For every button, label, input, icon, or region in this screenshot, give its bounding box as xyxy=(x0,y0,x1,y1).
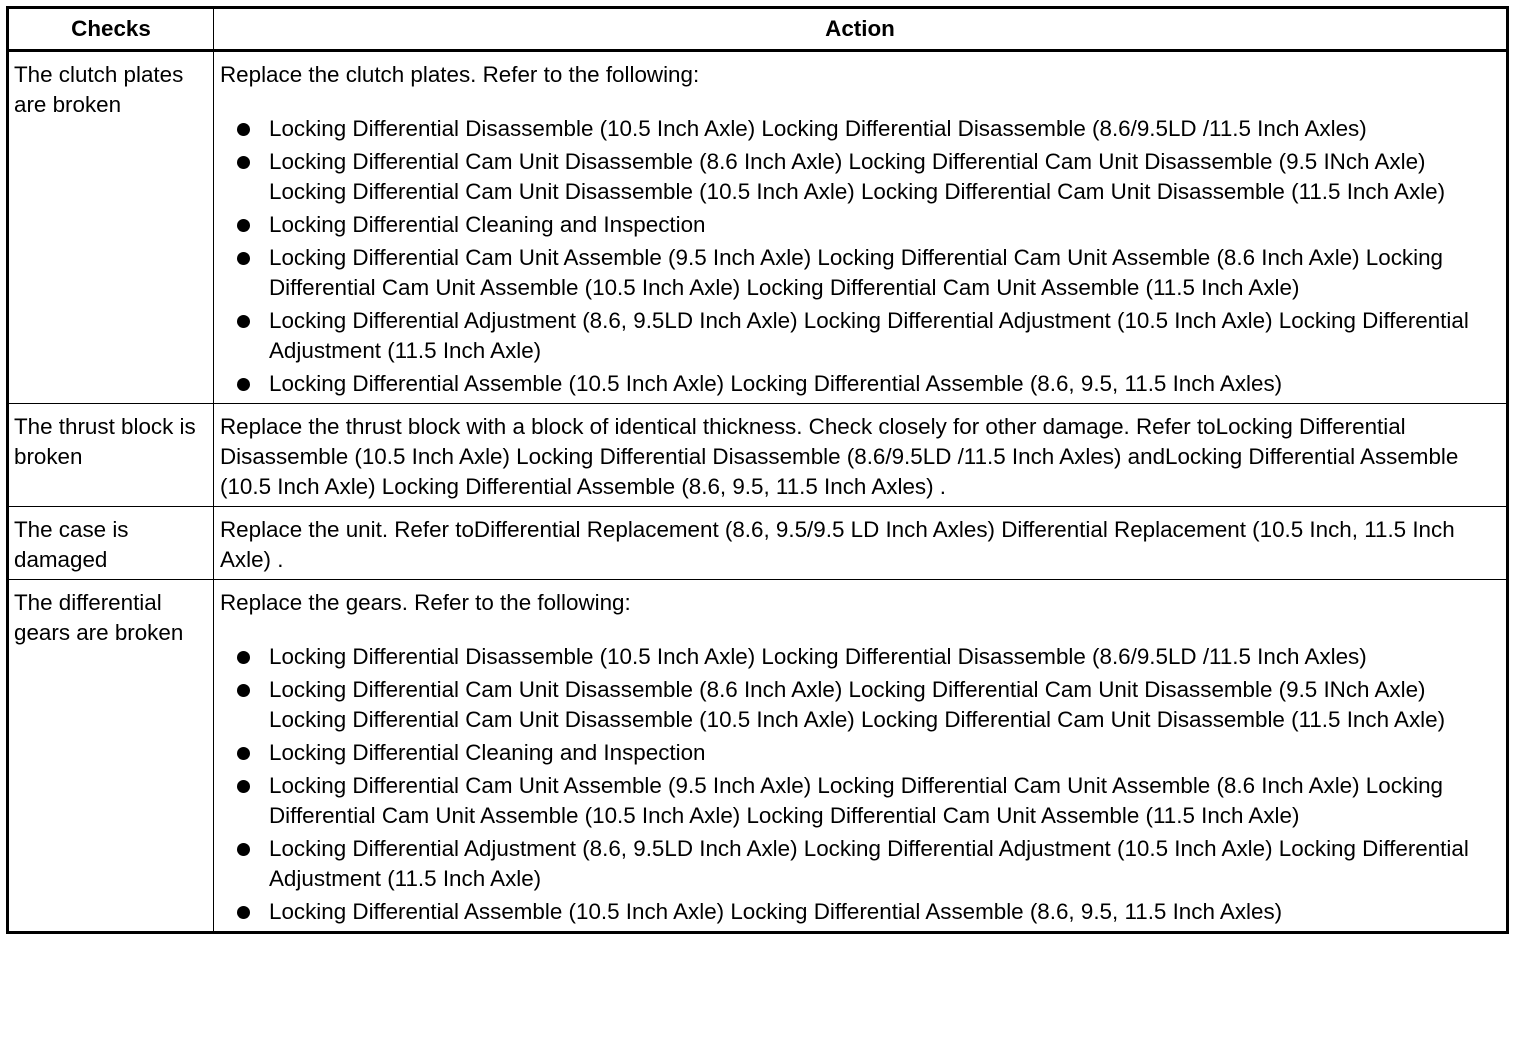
reference-link-text: Locking Differential Cam Unit Disassemble (8.6 Inch Axle) Locking Differential Cam Unit Disassemble (9.5 INch Axle) Locking Differential Cam Unit Disassemble (10.5 Inch Axle) Locking Differential Cam Unit Disassemble (11.5 Inch Axle) xyxy=(269,149,1446,204)
bullet-icon xyxy=(237,747,250,760)
bullet-icon xyxy=(237,315,250,328)
reference-item xyxy=(220,738,1502,768)
table-row xyxy=(8,580,1508,933)
table-row xyxy=(8,507,1508,580)
bullet-icon xyxy=(237,378,250,391)
table-row xyxy=(8,404,1508,507)
diagnostic-table-container xyxy=(6,6,1506,934)
action-intro: Replace the clutch plates. Refer to the following: xyxy=(220,62,700,87)
checks-column-header: Checks xyxy=(8,8,214,51)
reference-item xyxy=(220,243,1502,303)
reference-item xyxy=(220,306,1502,366)
diagnostic-table xyxy=(6,6,1509,934)
reference-item xyxy=(220,369,1502,399)
reference-link-text: Locking Differential Cam Unit Assemble (9.5 Inch Axle) Locking Differential Cam Unit Assemble (8.6 Inch Axle) Locking Differential Cam Unit Assemble (10.5 Inch Axle) Locking Differential Cam Unit Assemble (11.5 Inch Axle) xyxy=(269,245,1443,300)
reference-link-text: Locking Differential Adjustment (8.6, 9.5LD Inch Axle) Locking Differential Adjustment (10.5 Inch Axle) Locking Differential Adjustment (11.5 Inch Axle) xyxy=(269,836,1469,891)
action-column-header: Action xyxy=(214,8,1508,51)
reference-link-text: Locking Differential Cam Unit Disassemble (8.6 Inch Axle) Locking Differential Cam Unit Disassemble (9.5 INch Axle) Locking Differential Cam Unit Disassemble (10.5 Inch Axle) Locking Differential Cam Unit Disassemble (11.5 Inch Axle) xyxy=(269,677,1446,732)
table-row xyxy=(8,51,1508,404)
reference-item xyxy=(220,834,1502,894)
bullet-icon xyxy=(237,684,250,697)
check-cell: The case is damaged xyxy=(8,507,214,580)
check-cell: The clutch plates are broken xyxy=(8,51,214,404)
action-cell: Replace the unit. Refer toDifferential Replacement (8.6, 9.5/9.5 LD Inch Axles) Differential Replacement (10.5 Inch, 11.5 Inch Axle) . xyxy=(214,507,1508,580)
reference-link-text: Locking Differential Adjustment (8.6, 9.5LD Inch Axle) Locking Differential Adjustment (10.5 Inch Axle) Locking Differential Adjustment (11.5 Inch Axle) xyxy=(269,308,1469,363)
action-cell xyxy=(214,51,1508,404)
reference-item xyxy=(220,210,1502,240)
action-cell xyxy=(214,580,1508,933)
reference-list xyxy=(220,114,1502,399)
bullet-icon xyxy=(237,156,250,169)
bullet-icon xyxy=(237,123,250,136)
bullet-icon xyxy=(237,219,250,232)
reference-link-text: Locking Differential Cleaning and Inspection xyxy=(269,740,706,765)
check-cell: The differential gears are broken xyxy=(8,580,214,933)
action-intro: Replace the gears. Refer to the following: xyxy=(220,590,631,615)
reference-item xyxy=(220,114,1502,144)
reference-link-text: Locking Differential Cam Unit Assemble (9.5 Inch Axle) Locking Differential Cam Unit Assemble (8.6 Inch Axle) Locking Differential Cam Unit Assemble (10.5 Inch Axle) Locking Differential Cam Unit Assemble (11.5 Inch Axle) xyxy=(269,773,1443,828)
bullet-icon xyxy=(237,780,250,793)
check-cell: The thrust block is broken xyxy=(8,404,214,507)
reference-item xyxy=(220,147,1502,207)
reference-item xyxy=(220,675,1502,735)
bullet-icon xyxy=(237,252,250,265)
reference-link-text: Locking Differential Disassemble (10.5 Inch Axle) Locking Differential Disassemble (8.6/9.5LD /11.5 Inch Axles) xyxy=(269,644,1367,669)
reference-link-text: Locking Differential Cleaning and Inspection xyxy=(269,212,706,237)
action-cell: Replace the thrust block with a block of identical thickness. Check closely for other damage. Refer toLocking Differential Disassemble (10.5 Inch Axle) Locking Differential Disassemble (8.6/9.5LD /11.5 Inch Axles) andLocking Differential Assemble (10.5 Inch Axle) Locking Differential Assemble (8.6, 9.5, 11.5 Inch Axles) . xyxy=(214,404,1508,507)
reference-item xyxy=(220,642,1502,672)
reference-link-text: Locking Differential Assemble (10.5 Inch Axle) Locking Differential Assemble (8.6, 9.5, 11.5 Inch Axles) xyxy=(269,371,1283,396)
bullet-icon xyxy=(237,906,250,919)
header-row xyxy=(8,8,1508,51)
bullet-icon xyxy=(237,651,250,664)
reference-list xyxy=(220,642,1502,927)
reference-link-text: Locking Differential Assemble (10.5 Inch Axle) Locking Differential Assemble (8.6, 9.5, 11.5 Inch Axles) xyxy=(269,899,1283,924)
reference-item xyxy=(220,897,1502,927)
reference-item xyxy=(220,771,1502,831)
bullet-icon xyxy=(237,843,250,856)
reference-link-text: Locking Differential Disassemble (10.5 Inch Axle) Locking Differential Disassemble (8.6/9.5LD /11.5 Inch Axles) xyxy=(269,116,1367,141)
